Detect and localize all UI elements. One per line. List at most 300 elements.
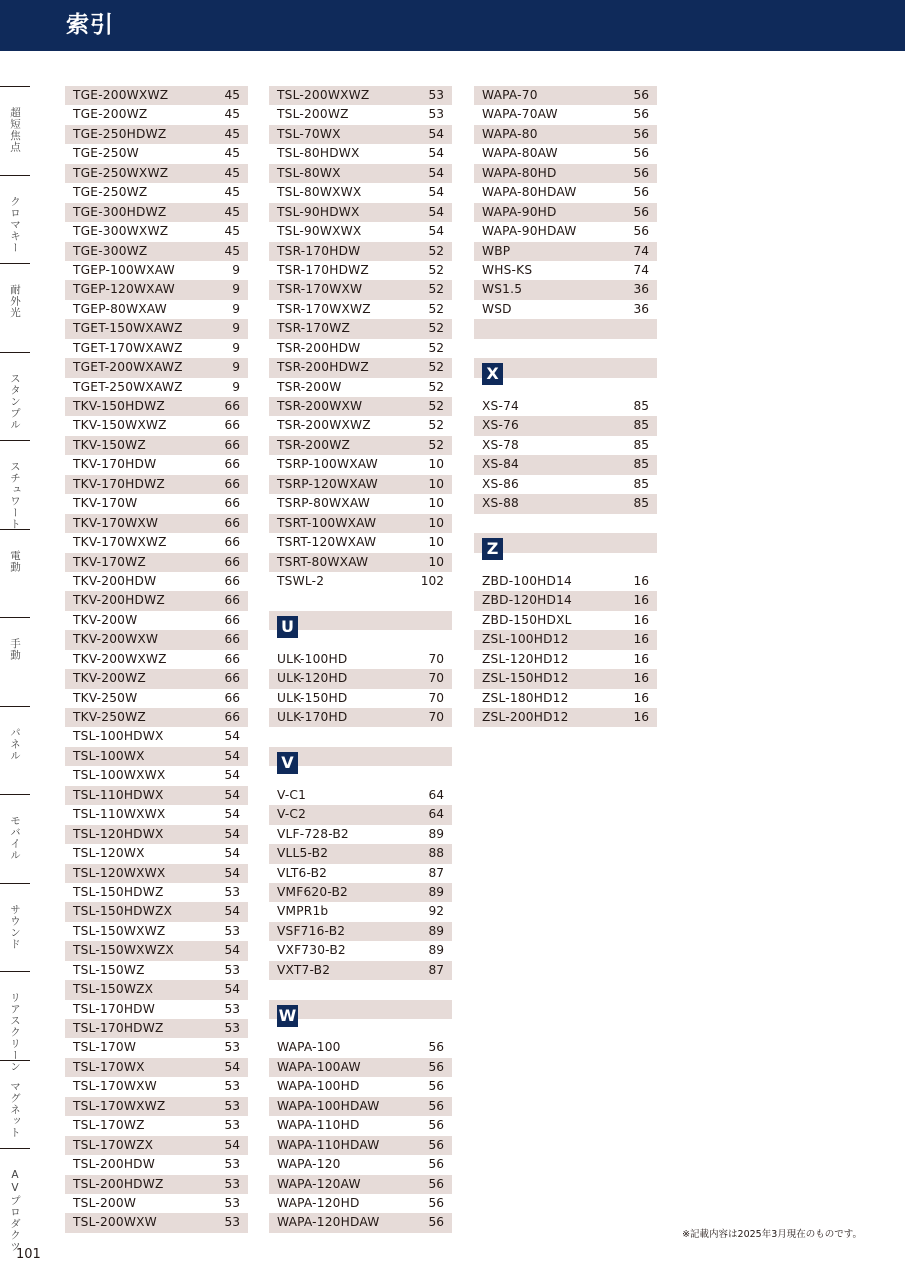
- page-ref: 54: [224, 787, 240, 802]
- index-row: [474, 397, 657, 416]
- index-row: [65, 1077, 248, 1096]
- model-name: TGEP-80WXAW: [73, 301, 167, 316]
- index-row: [474, 242, 657, 261]
- page-ref: 54: [224, 826, 240, 841]
- page-ref: 52: [428, 379, 444, 394]
- index-row: [474, 591, 657, 610]
- page-ref: 56: [428, 1176, 444, 1191]
- index-row: [269, 902, 452, 921]
- index-row: [65, 514, 248, 533]
- page-ref: 9: [232, 282, 240, 297]
- model-name: TSL-170W: [73, 1040, 137, 1055]
- side-tab-label: パネル: [9, 726, 21, 761]
- model-name: WAPA-70: [482, 88, 538, 102]
- page-ref: 52: [428, 418, 444, 433]
- page-ref: 16: [633, 632, 649, 647]
- index-row: [65, 1000, 248, 1019]
- model-name: TSL-100WXWX: [73, 768, 166, 783]
- model-name: TKV-170WXW: [73, 515, 159, 530]
- letter-header: [269, 611, 452, 650]
- model-name: TSL-120WX: [73, 846, 145, 861]
- page-ref: 54: [428, 165, 444, 180]
- index-row: [65, 358, 248, 377]
- model-name: TSRP-80WXAW: [277, 496, 370, 511]
- side-tab[interactable]: [0, 794, 30, 883]
- page-ref: 85: [633, 457, 649, 472]
- index-row: [269, 1136, 452, 1155]
- model-name: TKV-200HDWZ: [73, 593, 165, 608]
- model-name: TSRP-120WXAW: [277, 476, 378, 491]
- index-row: [269, 397, 452, 416]
- side-tab[interactable]: [0, 352, 30, 441]
- model-name: WAPA-100HDAW: [277, 1098, 380, 1113]
- model-name: ULK-170HD: [277, 710, 348, 725]
- page-ref: 66: [224, 612, 240, 627]
- index-row: [269, 1155, 452, 1174]
- index-row: [269, 222, 452, 241]
- page-ref: 56: [428, 1040, 444, 1055]
- model-name: TKV-200WXWZ: [73, 651, 167, 666]
- side-tab-label: スタンプル: [9, 372, 21, 430]
- side-tab-label: サウンド: [9, 903, 21, 950]
- model-name: ULK-150HD: [277, 690, 348, 705]
- letter-header: [474, 533, 657, 572]
- index-row: [474, 319, 657, 338]
- index-row: [474, 708, 657, 727]
- page-ref: 54: [224, 904, 240, 919]
- page-ref: 16: [633, 612, 649, 627]
- page-ref: 85: [633, 399, 649, 414]
- index-row: [65, 125, 248, 144]
- model-name: WAPA-120HD: [277, 1195, 360, 1210]
- index-row: [65, 825, 248, 844]
- page-ref: 54: [428, 204, 444, 219]
- model-name: ZBD-100HD14: [482, 573, 573, 588]
- index-row: [65, 319, 248, 338]
- model-name: TKV-170HDW: [73, 457, 157, 472]
- side-tab[interactable]: [0, 529, 30, 618]
- page-ref: 92: [428, 904, 444, 919]
- page-ref: 56: [428, 1118, 444, 1133]
- model-name: WAPA-90HD: [482, 204, 557, 219]
- model-name: VXF730-B2: [277, 943, 346, 958]
- side-tab-label: 超短焦点: [9, 107, 21, 153]
- page-ref: 89: [428, 943, 444, 958]
- page-ref: 70: [428, 710, 444, 725]
- page-ref: 64: [428, 807, 444, 822]
- model-name: TSRT-120WXAW: [277, 535, 377, 550]
- page-ref: 56: [633, 165, 649, 180]
- index-row: [269, 1097, 452, 1116]
- model-name: TSL-200HDWZ: [73, 1176, 164, 1191]
- index-row: [269, 1116, 452, 1135]
- index-row: [269, 339, 452, 358]
- model-name: XS-86: [482, 476, 519, 491]
- model-name: ULK-100HD: [277, 651, 348, 666]
- page-ref: 10: [428, 554, 444, 569]
- model-name: TSL-80WX: [277, 165, 341, 180]
- model-name: VLT6-B2: [277, 865, 328, 880]
- model-name: TSR-170WZ: [277, 321, 351, 336]
- index-row: [269, 203, 452, 222]
- model-name: TKV-150HDWZ: [73, 399, 165, 413]
- model-name: ZSL-180HD12: [482, 690, 569, 705]
- page-ref: 66: [224, 690, 240, 705]
- model-name: V-C2: [277, 807, 307, 822]
- index-row: [65, 280, 248, 299]
- model-name: TKV-250W: [73, 690, 138, 705]
- side-tab[interactable]: [0, 1148, 30, 1253]
- page-ref: 45: [224, 107, 240, 122]
- model-name: TSR-200WXW: [277, 399, 363, 413]
- page-ref: 16: [633, 651, 649, 666]
- index-row: [65, 300, 248, 319]
- page-ref: 56: [633, 224, 649, 239]
- page-ref: 66: [224, 515, 240, 530]
- model-name: ZSL-100HD12: [482, 632, 569, 647]
- page-ref: 53: [224, 1001, 240, 1016]
- index-row: [269, 183, 452, 202]
- index-column-2: [269, 86, 452, 1233]
- model-name: TSWL-2: [277, 573, 325, 588]
- model-name: WAPA-80HDAW: [482, 185, 577, 200]
- model-name: WAPA-70AW: [482, 107, 558, 122]
- index-row: [65, 222, 248, 241]
- side-tab[interactable]: [0, 617, 30, 706]
- letter-header: [269, 1000, 452, 1039]
- page-ref: 66: [224, 593, 240, 608]
- index-row: [65, 669, 248, 688]
- model-name: TSL-200WXWZ: [277, 88, 370, 102]
- side-tab[interactable]: [0, 263, 30, 352]
- index-column-3: [474, 86, 657, 727]
- page-ref: 53: [224, 1118, 240, 1133]
- page-ref: 45: [224, 126, 240, 141]
- page-ref: 54: [224, 1059, 240, 1074]
- index-row: [474, 475, 657, 494]
- index-row: [269, 280, 452, 299]
- model-name: TKV-150WZ: [73, 437, 146, 452]
- index-row: [65, 144, 248, 163]
- model-name: XS-88: [482, 496, 519, 511]
- index-row: [65, 455, 248, 474]
- model-name: TSR-170WXWZ: [277, 301, 371, 316]
- index-row: [65, 86, 248, 105]
- index-row: [269, 358, 452, 377]
- model-name: TSRP-100WXAW: [277, 457, 378, 472]
- page-ref: 66: [224, 496, 240, 511]
- page-ref: 54: [224, 865, 240, 880]
- index-row: [65, 1194, 248, 1213]
- index-row: [65, 416, 248, 435]
- page-ref: 10: [428, 515, 444, 530]
- model-name: TKV-150WXWZ: [73, 418, 167, 433]
- model-name: TGE-300HDWZ: [73, 204, 167, 219]
- model-name: TSL-200WZ: [277, 107, 349, 122]
- model-name: WAPA-100: [277, 1040, 341, 1055]
- page-ref: 53: [428, 107, 444, 122]
- index-row: [269, 1077, 452, 1096]
- model-name: TSR-170WXW: [277, 282, 363, 297]
- page-ref: 64: [428, 787, 444, 802]
- page-ref: 52: [428, 340, 444, 355]
- model-name: WAPA-100AW: [277, 1059, 361, 1074]
- model-name: ZSL-200HD12: [482, 710, 569, 725]
- page-ref: 53: [428, 88, 444, 102]
- page-ref: 74: [633, 243, 649, 258]
- index-row: [269, 650, 452, 669]
- page-ref: 16: [633, 593, 649, 608]
- page-ref: 52: [428, 360, 444, 375]
- page-ref: 54: [224, 729, 240, 744]
- page-ref: 54: [428, 224, 444, 239]
- model-name: WAPA-110HDAW: [277, 1137, 380, 1152]
- page-ref: 16: [633, 671, 649, 686]
- index-row: [474, 105, 657, 124]
- index-row: [65, 864, 248, 883]
- model-name: WAPA-90HDAW: [482, 224, 577, 239]
- index-row: [474, 144, 657, 163]
- index-column-1: [65, 86, 248, 1233]
- letter-badge: X: [482, 363, 503, 385]
- model-name: TGE-200WXWZ: [73, 88, 169, 102]
- index-row: [65, 397, 248, 416]
- index-row: [65, 727, 248, 746]
- index-row: [65, 747, 248, 766]
- side-tab-label: 耐外光: [9, 284, 21, 319]
- page-ref: 54: [224, 807, 240, 822]
- model-name: TGE-200WZ: [73, 107, 148, 122]
- page-ref: 10: [428, 476, 444, 491]
- page-ref: 54: [224, 846, 240, 861]
- side-tab-label: クロマキー: [9, 195, 21, 253]
- index-row: [474, 183, 657, 202]
- page-ref: 16: [633, 690, 649, 705]
- model-name: TSL-150WXWZX: [73, 943, 174, 958]
- page-ref: 56: [428, 1195, 444, 1210]
- page-ref: 45: [224, 165, 240, 180]
- side-tab[interactable]: [0, 440, 30, 529]
- model-name: TGEP-120WXAW: [73, 282, 175, 297]
- index-row: [269, 125, 452, 144]
- page-ref: 54: [224, 768, 240, 783]
- index-row: [269, 475, 452, 494]
- model-name: TKV-170WXWZ: [73, 535, 167, 550]
- page-ref: 52: [428, 321, 444, 336]
- page-ref: 36: [633, 301, 649, 316]
- index-row: [474, 261, 657, 280]
- page-ref: 66: [224, 399, 240, 413]
- model-name: VSF716-B2: [277, 923, 346, 938]
- index-row: [269, 844, 452, 863]
- page-ref: 9: [232, 379, 240, 394]
- page-ref: 85: [633, 476, 649, 491]
- index-row: [269, 378, 452, 397]
- page-ref: 54: [224, 982, 240, 997]
- model-name: TSR-200WZ: [277, 437, 351, 452]
- model-name: TGE-250HDWZ: [73, 126, 167, 141]
- index-row: [65, 1097, 248, 1116]
- page-ref: 70: [428, 690, 444, 705]
- letter-badge: Z: [482, 538, 503, 560]
- page-ref: 54: [428, 126, 444, 141]
- index-row: [65, 611, 248, 630]
- model-name: TSL-110WXWX: [73, 807, 166, 822]
- letter-section: [269, 611, 452, 728]
- model-name: VLL5-B2: [277, 846, 329, 861]
- model-name: TSR-170HDW: [277, 243, 361, 258]
- side-tab-label: マグネット: [9, 1080, 21, 1138]
- side-tab[interactable]: [0, 971, 30, 1073]
- letter-header: [474, 358, 657, 397]
- letter-section: [269, 1000, 452, 1233]
- model-name: TSL-150WZ: [73, 962, 145, 977]
- index-row: [65, 883, 248, 902]
- index-row: [269, 786, 452, 805]
- index-row: [474, 300, 657, 319]
- model-name: TSL-150WXWZ: [73, 923, 166, 938]
- model-name: WS1.5: [482, 282, 523, 297]
- side-tab[interactable]: [0, 883, 30, 972]
- model-name: TSL-170WX: [73, 1059, 145, 1074]
- model-name: WHS-KS: [482, 262, 533, 277]
- page-ref: 56: [428, 1157, 444, 1172]
- index-row: [269, 1194, 452, 1213]
- index-row: [269, 1058, 452, 1077]
- page-ref: 56: [633, 107, 649, 122]
- model-name: TKV-200W: [73, 612, 138, 627]
- letter-header: [269, 747, 452, 786]
- page-ref: 85: [633, 418, 649, 433]
- index-row: [269, 164, 452, 183]
- page-ref: 53: [224, 1195, 240, 1210]
- page-ref: 87: [428, 865, 444, 880]
- index-row: [474, 125, 657, 144]
- model-name: WBP: [482, 243, 511, 258]
- index-row: [269, 1038, 452, 1057]
- index-row: [65, 1175, 248, 1194]
- model-name: VXT7-B2: [277, 962, 331, 977]
- index-row: [65, 922, 248, 941]
- side-tab[interactable]: [0, 1060, 30, 1149]
- index-row: [474, 572, 657, 591]
- model-name: TSL-170WZ: [73, 1118, 145, 1133]
- page-ref: 45: [224, 224, 240, 239]
- page-ref: 54: [428, 146, 444, 161]
- index-row: [65, 689, 248, 708]
- model-name: TKV-170WZ: [73, 554, 146, 569]
- index-row: [474, 416, 657, 435]
- side-tab[interactable]: [0, 86, 30, 175]
- model-name: TSL-200HDW: [73, 1157, 156, 1172]
- model-name: ZBD-150HDXL: [482, 612, 572, 627]
- page-ref: 54: [224, 748, 240, 763]
- index-row: [65, 378, 248, 397]
- page-ref: 56: [428, 1079, 444, 1094]
- index-row: [474, 689, 657, 708]
- index-row: [65, 553, 248, 572]
- page-ref: 10: [428, 457, 444, 472]
- index-row: [65, 494, 248, 513]
- page-ref: 66: [224, 457, 240, 472]
- page-ref: 53: [224, 1040, 240, 1055]
- page-ref: 74: [633, 262, 649, 277]
- page-ref: 66: [224, 671, 240, 686]
- model-name: TKV-170HDWZ: [73, 476, 165, 491]
- model-name: TSL-170WZX: [73, 1137, 154, 1152]
- letter-section: [269, 747, 452, 980]
- page-ref: 56: [428, 1059, 444, 1074]
- index-row: [474, 650, 657, 669]
- model-name: TGE-250WZ: [73, 185, 148, 200]
- page-ref: 45: [224, 204, 240, 219]
- index-row: [65, 650, 248, 669]
- page-ref: 89: [428, 826, 444, 841]
- model-name: WAPA-80: [482, 126, 538, 141]
- model-name: TKV-200HDW: [73, 573, 157, 588]
- model-name: XS-78: [482, 437, 519, 452]
- page-ref: 85: [633, 496, 649, 511]
- side-tab[interactable]: [0, 706, 30, 795]
- model-name: TGET-250WXAWZ: [73, 379, 183, 394]
- model-name: TSL-150HDWZ: [73, 884, 164, 899]
- model-name: V-C1: [277, 787, 307, 802]
- page-ref: 66: [224, 535, 240, 550]
- page-ref: 56: [428, 1137, 444, 1152]
- side-tab[interactable]: [0, 175, 30, 264]
- model-name: WSD: [482, 301, 512, 316]
- page-ref: 54: [224, 943, 240, 958]
- page-ref: 10: [428, 496, 444, 511]
- letter-badge: W: [278, 1005, 297, 1025]
- page-ref: 53: [224, 884, 240, 899]
- index-row: [474, 203, 657, 222]
- index-row: [269, 922, 452, 941]
- model-name: TSL-150HDWZX: [73, 904, 173, 919]
- model-name: ULK-120HD: [277, 671, 348, 686]
- page-ref: 66: [224, 573, 240, 588]
- index-row: [65, 1058, 248, 1077]
- index-row: [65, 630, 248, 649]
- model-name: TGEP-100WXAW: [73, 262, 175, 277]
- model-name: TSL-170HDW: [73, 1001, 156, 1016]
- side-tab-label: 手動: [9, 638, 21, 661]
- index-row: [65, 164, 248, 183]
- model-name: TGE-300WZ: [73, 243, 148, 258]
- model-name: TSL-170WXW: [73, 1079, 157, 1094]
- page-ref: 56: [633, 126, 649, 141]
- page-ref: 66: [224, 651, 240, 666]
- index-row: [65, 941, 248, 960]
- index-row: [269, 708, 452, 727]
- side-tab-label: AVプロダクツ: [9, 1169, 21, 1253]
- model-name: TSR-200WXWZ: [277, 418, 371, 433]
- page-ref: 52: [428, 282, 444, 297]
- index-row: [474, 630, 657, 649]
- header-bar: [0, 0, 905, 51]
- index-row: [65, 1116, 248, 1135]
- index-row: [269, 300, 452, 319]
- page-ref: 16: [633, 573, 649, 588]
- page-title: 索引: [66, 12, 114, 38]
- side-tab-label: リアスクリーン: [9, 992, 21, 1073]
- side-tab-label: 電動: [9, 549, 21, 573]
- model-name: TKV-250WZ: [73, 710, 146, 724]
- model-name: TSL-90HDWX: [277, 204, 360, 219]
- model-name: VLF-728-B2: [277, 826, 349, 841]
- model-name: WAPA-80HD: [482, 165, 557, 180]
- index-row: [474, 455, 657, 474]
